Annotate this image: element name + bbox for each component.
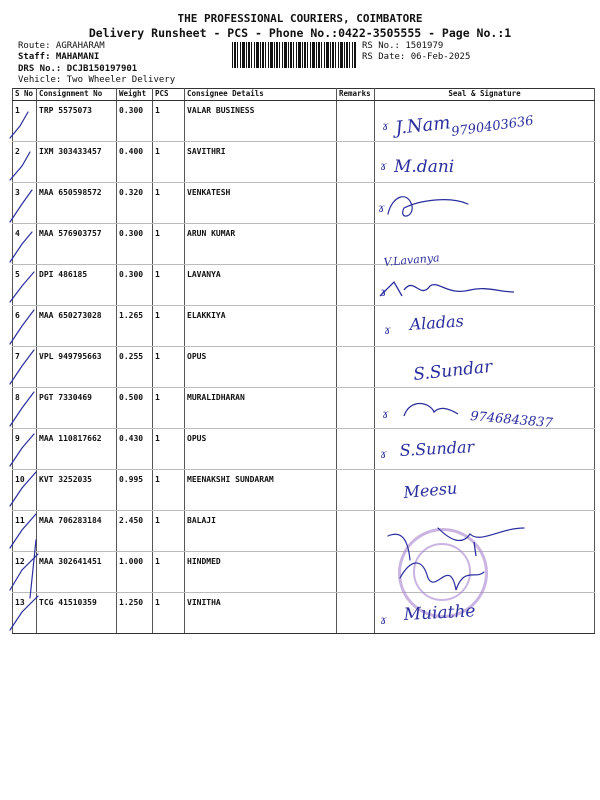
tick-prefix: ɤ: [380, 613, 387, 627]
cell-consignee: VINITHA: [185, 593, 337, 634]
cell-sno: 6: [13, 306, 37, 347]
barcode-image: [232, 42, 356, 68]
tick-prefix: ɤ: [378, 201, 385, 215]
cell-weight: 0.430: [117, 429, 153, 470]
col-weight-header: Weight: [117, 89, 153, 101]
cell-consignment: PGT 7330469: [37, 388, 117, 429]
cell-remarks: [337, 593, 375, 634]
cell-consignment: MAA 576903757: [37, 224, 117, 265]
table-header-row: [13, 89, 595, 101]
cell-weight: 2.450: [117, 511, 153, 552]
signature-row-1: J.Nam: [394, 112, 452, 139]
cell-weight: 0.255: [117, 347, 153, 388]
cell-pcs: 1: [153, 552, 185, 593]
cell-consignee: OPUS: [185, 347, 337, 388]
cell-signature: [375, 224, 595, 265]
phone-row-1: 9790403636: [450, 113, 535, 140]
tick-prefix: ɤ: [382, 407, 389, 421]
cell-pcs: 1: [153, 429, 185, 470]
table-row: [13, 306, 595, 347]
col-pcs-header: PCS: [153, 89, 185, 101]
table-row: [13, 429, 595, 470]
cell-consignment: DPI 486185: [37, 265, 117, 306]
cell-consignment: VPL 949795663: [37, 347, 117, 388]
drs-number: DRS No.: DCJB150197901: [18, 64, 138, 74]
vehicle-text: Vehicle: Two Wheeler Delivery: [18, 75, 176, 85]
cell-signature: [375, 347, 595, 388]
table-row: [13, 470, 595, 511]
cell-signature: [375, 388, 595, 432]
cell-consignee: MURALIDHARAN: [185, 388, 337, 429]
cell-remarks: [337, 429, 375, 470]
cell-consignee: VENKATESH: [185, 183, 337, 224]
signature-row-9: S.Sundar: [399, 437, 475, 460]
cell-consignment: TRP 5575073: [37, 101, 117, 142]
company-stamp: [398, 528, 488, 618]
cell-signature: [375, 183, 595, 224]
cell-weight: 1.265: [117, 306, 153, 347]
signature-row-2: M.dani: [394, 157, 455, 177]
cell-sno: 2: [13, 142, 37, 183]
cell-consignment: MAA 110817662: [37, 429, 117, 470]
cell-signature: [375, 429, 595, 470]
route-text: Route: AGRAHARAM: [18, 41, 105, 51]
rs-number: RS No.: 1501979: [362, 41, 444, 51]
cell-consignment: MAA 650598572: [37, 183, 117, 224]
cell-weight: 0.995: [117, 470, 153, 511]
table-row: [13, 593, 595, 634]
cell-remarks: [337, 470, 375, 511]
table-row: [13, 224, 595, 265]
signature-row-6: Aladas: [408, 311, 465, 334]
cell-sno: 9: [13, 429, 37, 470]
cell-weight: 0.320: [117, 183, 153, 224]
cell-sno: 5: [13, 265, 37, 306]
cell-sno: 7: [13, 347, 37, 388]
table-row: [13, 347, 595, 388]
col-signature-header: Seal & Signature: [375, 89, 595, 101]
cell-weight: 1.250: [117, 593, 153, 634]
rs-date: RS Date: 06-Feb-2025: [362, 52, 471, 62]
cell-sno: 8: [13, 388, 37, 429]
stamp-inner-ring: [413, 543, 471, 601]
cell-consignee: VALAR BUSINESS: [185, 101, 337, 142]
cell-consignment: MAA 302641451: [37, 552, 117, 593]
cell-consignment: MAA 650273028: [37, 306, 117, 347]
cell-remarks: [337, 306, 375, 347]
table-row: [13, 101, 595, 142]
cell-pcs: 1: [153, 593, 185, 634]
cell-signature: [375, 265, 595, 306]
staff-text: Staff: MAHAMANI: [18, 52, 100, 62]
signature-row-10: Meesu: [402, 478, 458, 502]
cell-pcs: 1: [153, 470, 185, 511]
cell-remarks: [337, 388, 375, 429]
cell-sno: 12: [13, 552, 37, 593]
cell-remarks: [337, 142, 375, 183]
cell-weight: 0.400: [117, 142, 153, 183]
cell-pcs: 1: [153, 388, 185, 429]
cell-remarks: [337, 265, 375, 306]
col-consignee-header: Consignee Details: [185, 89, 337, 101]
signature-row-13: Muiathe: [403, 601, 476, 625]
cell-consignment: KVT 3252035: [37, 470, 117, 511]
signature-row-5: V.Lavanya: [383, 251, 441, 269]
cell-consignment: TCG 41510359: [37, 593, 117, 634]
cell-remarks: [337, 101, 375, 142]
tick-prefix: ɤ: [382, 119, 389, 133]
cell-remarks: [337, 552, 375, 593]
cell-weight: 0.300: [117, 224, 153, 265]
table-row: [13, 183, 595, 224]
cell-weight: 1.000: [117, 552, 153, 593]
cell-pcs: 1: [153, 183, 185, 224]
cell-consignee: OPUS: [185, 429, 337, 470]
cell-consignee: HINDMED: [185, 552, 337, 593]
cell-pcs: 1: [153, 265, 185, 306]
col-remarks-header: Remarks: [337, 89, 375, 101]
col-consignment-header: Consignment No: [37, 89, 117, 101]
cell-signature: [375, 101, 595, 142]
cell-weight: 0.500: [117, 388, 153, 429]
cell-consignee: ELAKKIYA: [185, 306, 337, 347]
cell-pcs: 1: [153, 306, 185, 347]
cell-consignee: SAVITHRI: [185, 142, 337, 183]
table-row: [13, 388, 595, 429]
company-title: THE PROFESSIONAL COURIERS, COIMBATORE: [177, 12, 423, 25]
cell-signature: [375, 470, 595, 511]
cell-sno: 13: [13, 593, 37, 634]
cell-weight: 0.300: [117, 265, 153, 306]
cell-consignment: MAA 706283184: [37, 511, 117, 552]
cell-weight: 0.300: [117, 101, 153, 142]
cell-pcs: 1: [153, 511, 185, 552]
col-sno-header: S No: [13, 89, 37, 101]
cell-pcs: 1: [153, 224, 185, 265]
cell-signature: [375, 306, 595, 347]
tick-prefix: ɤ: [384, 323, 391, 337]
tick-prefix: ɤ: [380, 159, 387, 173]
cell-signature: [375, 142, 595, 183]
cell-remarks: [337, 224, 375, 265]
runsheet-table: [12, 88, 595, 634]
cell-consignee: ARUN KUMAR: [185, 224, 337, 265]
cell-sno: 11: [13, 511, 37, 552]
cell-consignee: LAVANYA: [185, 265, 337, 306]
signature-row-7: S.Sundar: [412, 356, 494, 385]
table-row: [13, 265, 595, 306]
table-row: [13, 511, 595, 552]
cell-sno: 10: [13, 470, 37, 511]
runsheet-subtitle: Delivery Runsheet - PCS - Phone No.:0422-3505555 - Page No.:1: [88, 26, 512, 40]
cell-remarks: [337, 511, 375, 552]
cell-pcs: 1: [153, 347, 185, 388]
table-row: [13, 142, 595, 183]
phone-row-8: 9746843837: [469, 409, 554, 432]
cell-consignee: BALAJI: [185, 511, 337, 552]
cell-remarks: [337, 183, 375, 224]
cell-pcs: 1: [153, 101, 185, 142]
cell-sno: 4: [13, 224, 37, 265]
cell-consignment: IXM 303433457: [37, 142, 117, 183]
table-row: [13, 552, 595, 593]
cell-sno: 3: [13, 183, 37, 224]
cell-pcs: 1: [153, 142, 185, 183]
tick-prefix: ɤ: [380, 285, 387, 299]
cell-consignee: MEENAKSHI SUNDARAM: [185, 470, 337, 511]
tick-prefix: ɤ: [380, 447, 387, 461]
cell-remarks: [337, 347, 375, 388]
cell-sno: 1: [13, 101, 37, 142]
